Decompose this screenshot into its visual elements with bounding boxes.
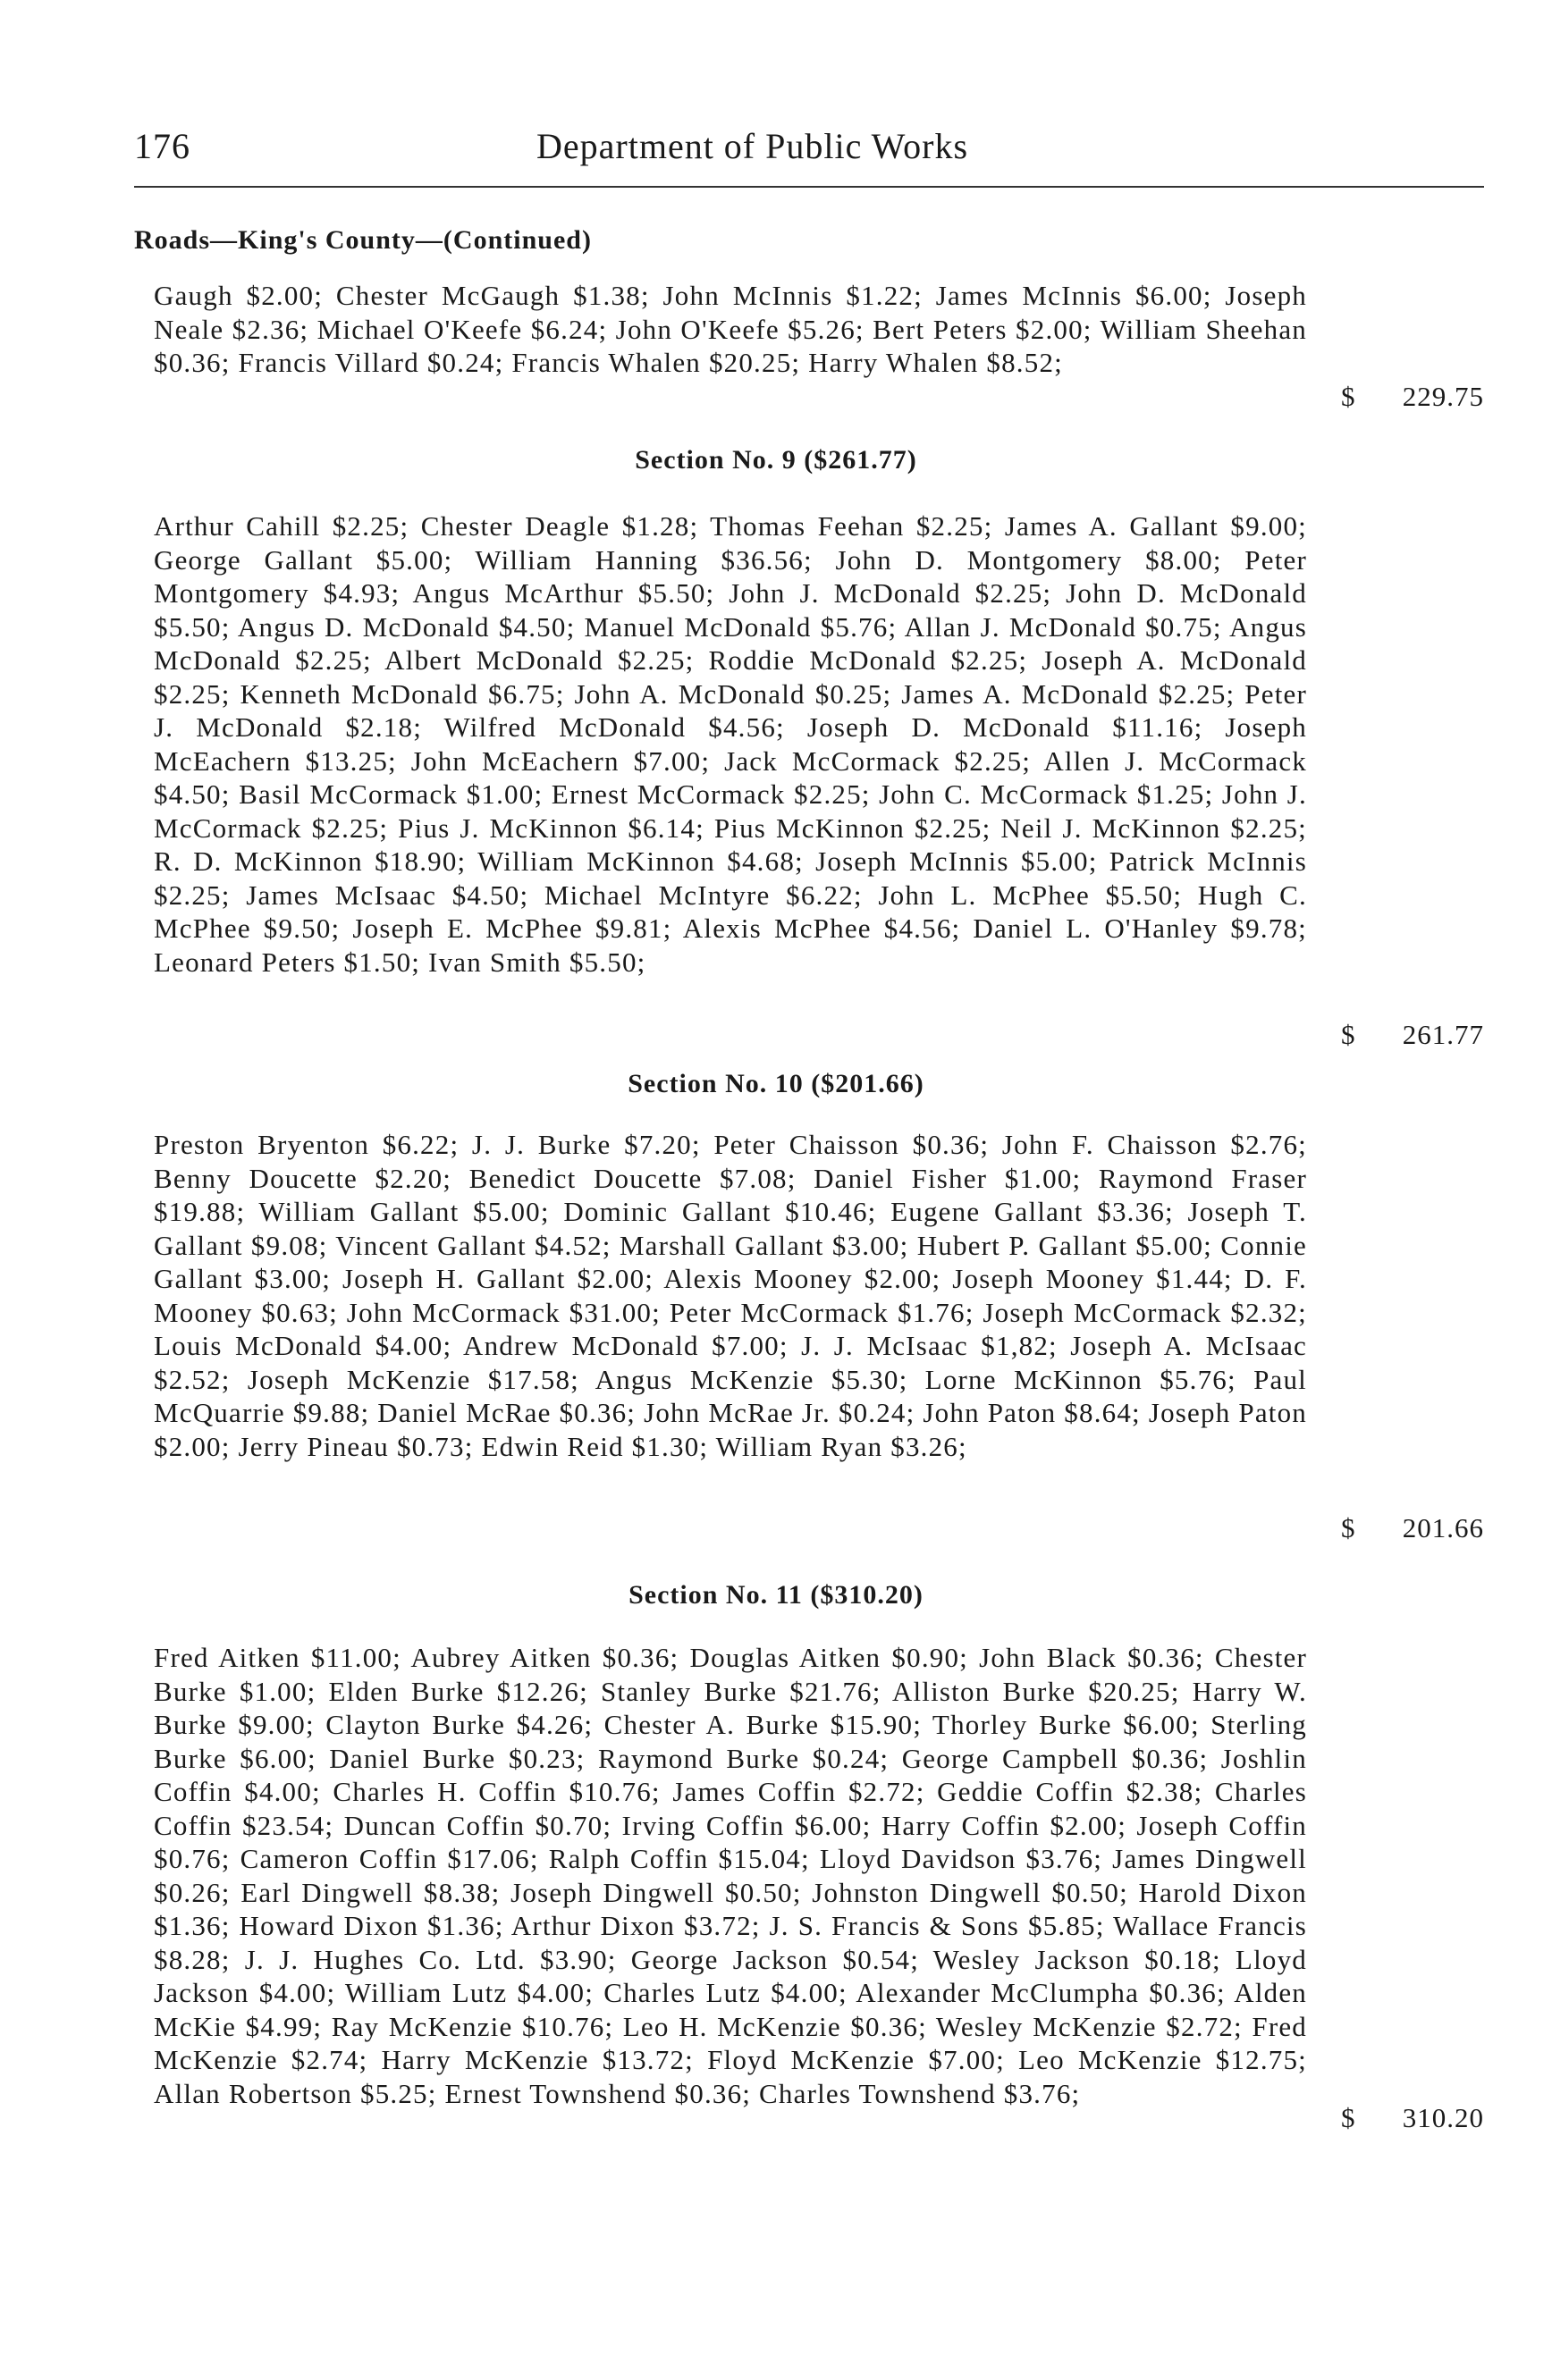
dollar-sign: $ — [1341, 2102, 1356, 2133]
header-rule — [134, 186, 1484, 188]
paragraph-section-10 — [154, 1128, 1307, 1463]
total-amount: 261.77 — [1402, 1019, 1484, 1050]
paragraph-section-9 — [154, 509, 1307, 979]
paragraph-text: Arthur Cahill $2.25; Chester Deagle $1.28; Thomas Feehan $2.25; James A. Gallant $9.00; George Gallant $5.00; William Hanning $36.56; John D. Montgomery $8.00; Peter Montgomery $4.93; Angus McArthur $5.50; John J. McDonald $2.25; John D. McDonald $5.50; Angus D. McDonald $4.50; Manuel McDonald $5.76; Allan J. McDonald $0.75; Angus McDonald $2.25; Albert McDonald $2.25; Roddie McDonald $2.25; Joseph A. McDonald $2.25; Kenneth McDonald $6.75; John A. McDonald $0.25; James A. McDonald $2.25; Peter J. McDonald $2.18; Wilfred McDonald $4.56; Joseph D. McDonald $11.16; Joseph McEachern $13.25; John McEachern $7.00; Jack McCormack $2.25; Allen J. McCormack $4.50; Basil McCormack $1.00; Ernest McCormack $2.25; John C. McCormack $1.25; John J. McCormack $2.25; Pius J. McKinnon $6.14; Pius McKinnon $2.25; Neil J. McKinnon $2.25; R. D. McKinnon $18.90; William McKinnon $4.68; Joseph McInnis $5.00; Patrick McInnis $2.25; James McIsaac $4.50; Michael McIntyre $6.22; John L. McPhee $5.50; Hugh C. McPhee $9.50; Joseph E. McPhee $9.81; Alexis McPhee $4.56; Daniel L. O'Hanley $9.78; Leonard Peters $1.50; Ivan Smith $5.50; — [154, 510, 1307, 978]
total-amount: 201.66 — [1402, 1512, 1484, 1543]
running-head: Department of Public Works — [536, 126, 969, 166]
continued-heading: Roads—King's County—(Continued) — [134, 225, 592, 255]
page-number: 176 — [134, 126, 190, 166]
paragraph-continued — [154, 279, 1307, 380]
dollar-sign: $ — [1341, 1019, 1356, 1050]
section-heading-9: Section No. 9 ($261.77) — [635, 445, 917, 475]
paragraph-section-11 — [154, 1641, 1307, 2110]
section-heading-10: Section No. 10 ($201.66) — [628, 1069, 924, 1098]
paragraph-text: Fred Aitken $11.00; Aubrey Aitken $0.36; Douglas Aitken $0.90; John Black $0.36; Chester Burke $1.00; Elden Burke $12.26; Stanley Burke $21.76; Alliston Burke $20.25; Harry W. Burke $9.00; Clayton Burke $4.26; Chester A. Burke $15.90; Thorley Burke $6.00; Sterling Burke $6.00; Daniel Burke $0.23; Raymond Burke $0.24; George Campbell $0.36; Joshlin Coffin $4.00; Charles H. Coffin $10.76; James Coffin $2.72; Geddie Coffin $2.38; Charles Coffin $23.54; Duncan Coffin $0.70; Irving Coffin $6.00; Harry Coffin $2.00; Joseph Coffin $0.76; Cameron Coffin $17.06; Ralph Coffin $15.04; Lloyd Davidson $3.76; James Dingwell $0.26; Earl Dingwell $8.38; Joseph Dingwell $0.50; Johnston Dingwell $0.50; Harold Dixon $1.36; Howard Dixon $1.36; Arthur Dixon $3.72; J. S. Francis & Sons $5.85; Wallace Francis $8.28; J. J. Hughes Co. Ltd. $3.90; George Jackson $0.54; Wesley Jackson $0.18; Lloyd Jackson $4.00; William Lutz $4.00; Charles Lutz $4.00; Alexander McClumpha $0.36; Alden McKie $4.99; Ray McKenzie $10.76; Leo H. McKenzie $0.36; Wesley McKenzie $2.72; Fred McKenzie $2.74; Harry McKenzie $13.72; Floyd McKenzie $7.00; Leo McKenzie $12.75; Allan Robertson $5.25; Ernest Townshend $0.36; Charles Townshend $3.76; — [154, 1642, 1307, 2109]
total-amount: 310.20 — [1402, 2102, 1484, 2133]
paragraph-text: Gaugh $2.00; Chester McGaugh $1.38; John McInnis $1.22; James McInnis $6.00; Joseph Neale $2.36; Michael O'Keefe $6.24; John O'Keefe $5.26; Bert Peters $2.00; William Sheehan $0.36; Francis Villard $0.24; Francis Whalen $20.25; Harry Whalen $8.52; — [154, 280, 1307, 378]
total-amount: 229.75 — [1402, 381, 1484, 412]
dollar-sign: $ — [1341, 1512, 1356, 1543]
dollar-sign: $ — [1341, 381, 1356, 412]
section-heading-11: Section No. 11 ($310.20) — [628, 1580, 924, 1610]
paragraph-text: Preston Bryenton $6.22; J. J. Burke $7.20; Peter Chaisson $0.36; John F. Chaisson $2.76; Benny Doucette $2.20; Benedict Doucette $7.08; Daniel Fisher $1.00; Raymond Fraser $19.88; William Gallant $5.00; Dominic Gallant $10.46; Eugene Gallant $3.36; Joseph T. Gallant $9.08; Vincent Gallant $4.52; Marshall Gallant $3.00; Hubert P. Gallant $5.00; Connie Gallant $3.00; Joseph H. Gallant $2.00; Alexis Mooney $2.00; Joseph Mooney $1.44; D. F. Mooney $0.63; John McCormack $31.00; Peter McCormack $1.76; Joseph McCormack $2.32; Louis McDonald $4.00; Andrew McDonald $7.00; J. J. McIsaac $1,82; Joseph A. McIsaac $2.52; Joseph McKenzie $17.58; Angus McKenzie $5.30; Lorne McKinnon $5.76; Paul McQuarrie $9.88; Daniel McRae $0.36; John McRae Jr. $0.24; John Paton $8.64; Joseph Paton $2.00; Jerry Pineau $0.73; Edwin Reid $1.30; William Ryan $3.26; — [154, 1129, 1307, 1462]
